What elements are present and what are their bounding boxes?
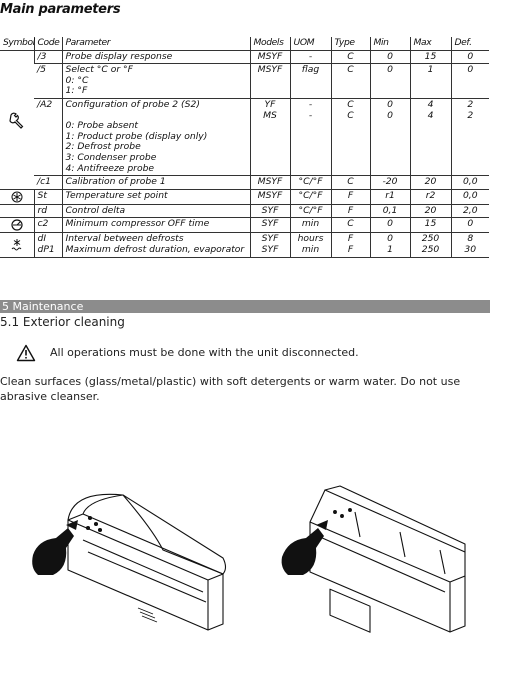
compressor-icon [0,218,34,233]
code-cell: /A2 [34,98,62,175]
max-cell: 15 [410,50,451,64]
code-cell: dI dP1 [34,233,62,257]
models-cell: SYF [250,218,290,233]
min-cell: 0,1 [370,204,410,218]
default-cell: 2,0 [451,204,489,218]
code-cell: St [34,189,62,204]
models-cell: MSYF [250,50,290,64]
page-title: Main parameters [0,2,121,17]
column-header: Max [410,37,451,50]
uom-cell: - [290,50,331,64]
uom-cell: °C/°F [290,189,331,204]
table-header-row [0,37,489,50]
column-header: Code [34,37,62,50]
display-case-illustration-left [28,480,228,654]
type-cell: F F [331,233,370,257]
max-cell: 20 [410,204,451,218]
min-cell: 0 1 [370,233,410,257]
models-cell: SYF SYF [250,233,290,257]
max-cell: 4 4 [410,98,451,175]
default-cell: 0 [451,218,489,233]
parameters-table [0,37,489,258]
wrench-icon [0,50,34,189]
models-cell: YF MS [250,98,290,175]
display-case-illustration-right [280,482,470,656]
column-header: Symbol [0,37,34,50]
defrost-icon [0,233,34,257]
column-header: Def. [451,37,489,50]
default-cell: 2 2 [451,98,489,175]
parameter-cell: Probe display response [62,50,250,64]
min-cell: 0 [370,218,410,233]
subsection-heading: 5.1 Exterior cleaning [0,315,125,329]
parameter-cell: Select °C or °F 0: °C 1: °F [62,64,250,99]
parameter-cell: Calibration of probe 1 [62,176,250,190]
column-header: Parameter [62,37,250,50]
min-cell: 0 [370,64,410,99]
default-cell: 8 30 [451,233,489,257]
uom-cell: °C/°F [290,176,331,190]
code-cell: /3 [34,50,62,64]
max-cell: 15 [410,218,451,233]
uom-cell: hours min [290,233,331,257]
min-cell: 0 [370,50,410,64]
models-cell: SYF [250,204,290,218]
type-cell: F [331,189,370,204]
max-cell: 20 [410,176,451,190]
table-row [0,233,489,257]
default-cell: 0 [451,64,489,99]
min-cell: -20 [370,176,410,190]
table-row [0,64,489,99]
uom-cell: °C/°F [290,204,331,218]
table-row [0,50,489,64]
max-cell: 250 250 [410,233,451,257]
models-cell: MSYF [250,64,290,99]
warning-triangle-icon [16,344,36,366]
max-cell: 1 [410,64,451,99]
min-cell: 0 0 [370,98,410,175]
warning-text: All operations must be done with the unit disconnected. [50,346,359,359]
max-cell: r2 [410,189,451,204]
uom-cell: - - [290,98,331,175]
default-cell: 0,0 [451,176,489,190]
parameter-cell: Interval between defrosts Maximum defrost duration, evaporator [62,233,250,257]
table-row [0,189,489,204]
column-header: Min [370,37,410,50]
column-header: Models [250,37,290,50]
section-heading: 5 Maintenance [0,300,490,313]
models-cell: MSYF [250,176,290,190]
parameter-cell: Control delta [62,204,250,218]
code-cell: /5 [34,64,62,99]
uom-cell: min [290,218,331,233]
type-cell: C [331,50,370,64]
code-cell: rd [34,204,62,218]
code-cell: /c1 [34,176,62,190]
type-cell: C [331,218,370,233]
cleaning-instructions: Clean surfaces (glass/metal/plastic) with soft detergents or warm water. Do not use abrasive cleanser. [0,375,461,403]
parameter-cell: Minimum compressor OFF time [62,218,250,233]
type-cell: C [331,176,370,190]
column-header: UOM [290,37,331,50]
type-cell: C C [331,98,370,175]
type-cell: F [331,204,370,218]
snowflake-gear-icon [0,189,34,204]
type-cell: C [331,64,370,99]
parameter-cell: Temperature set point [62,189,250,204]
table-row [0,98,489,175]
default-cell: 0,0 [451,189,489,204]
models-cell: MSYF [250,189,290,204]
table-row [0,204,489,218]
parameter-cell: Configuration of probe 2 (S2) 0: Probe absent 1: Product probe (display only) 2: Defrost probe 3: Condenser probe 4: Antifreeze probe [62,98,250,175]
table-row [0,176,489,190]
code-cell: c2 [34,218,62,233]
default-cell: 0 [451,50,489,64]
uom-cell: flag [290,64,331,99]
column-header: Type [331,37,370,50]
empty-symbol-cell [0,204,34,218]
table-row [0,218,489,233]
min-cell: r1 [370,189,410,204]
